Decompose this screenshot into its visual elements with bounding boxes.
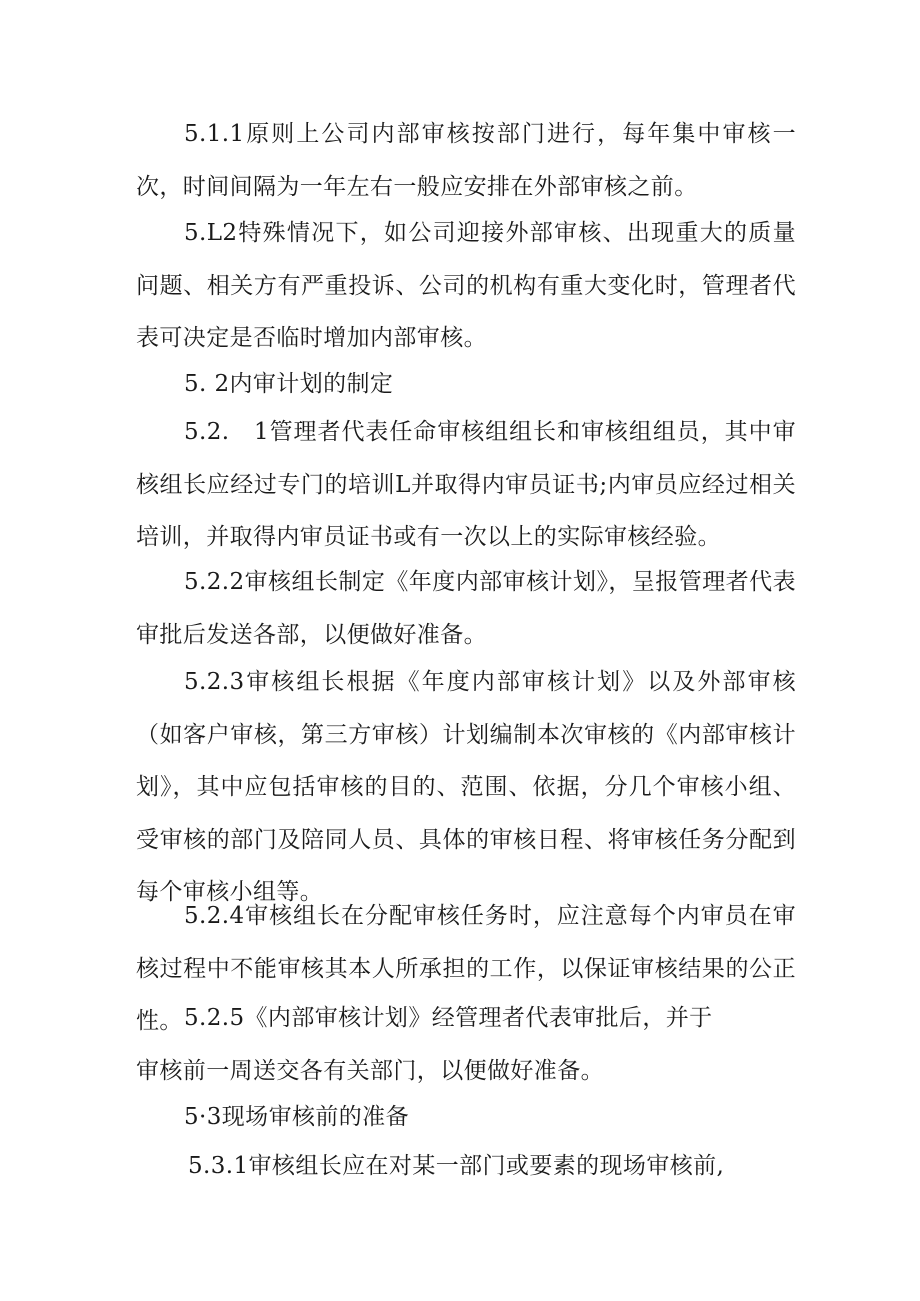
paragraph-5-2-5-continued: 审核前一周送交各有关部门，以便做好准备。 xyxy=(136,1058,604,1084)
section-heading-5-3: 5·3现场审核前的准备 xyxy=(184,1104,409,1130)
paragraph-5-1-2: 5.L2特殊情况下，如公司迎接外部审核、出现重大的质量问题、相关方有严重投诉、公司的机构有重大变化时，管理者代表可决定是否临时增加内部审核。 xyxy=(136,220,796,351)
paragraph-5-1-1: 5.1.1原则上公司内部审核按部门进行，每年集中审核一次，时间间隔为一年左右一般应安排在外部审核之前。 xyxy=(136,121,796,200)
paragraph-5-2-1: 5.2. 1管理者代表任命审核组组长和审核组组员，其中审核组长应经过专门的培训L并取得内审员证书;内审员应经过相关培训，并取得内审员证书或有一次以上的实际审核经验。 xyxy=(136,419,796,550)
paragraph-5-3-1: 5.3.1审核组长应在对某一部门或要素的现场审核前, xyxy=(188,1153,725,1179)
section-heading-5-2: 5. 2内审计划的制定 xyxy=(184,371,394,397)
paragraph-5-2-5: 5.2.5《内部审核计划》经管理者代表审批后，并于 xyxy=(184,1005,713,1031)
paragraph-5-2-2: 5.2.2审核组长制定《年度内部审核计划》，呈报管理者代表审批后发送各部，以便做好准备。 xyxy=(136,569,796,648)
paragraph-5-2-4: 5.2.4审核组长在分配审核任务时，应注意每个内审员在审核过程中不能审核其本人所承担的工作，以保证审核结果的公正性。 xyxy=(136,903,796,1034)
paragraph-5-2-3: 5.2.3审核组长根据《年度内部审核计划》以及外部审核（如客户审核，第三方审核）计划编制本次审核的《内部审核计划》，其中应包括审核的目的、范围、依据，分几个审核小组、受审核的部门及陪同人员、具体的审核日程、将审核任务分配到每个审核小组等。 xyxy=(136,669,796,905)
